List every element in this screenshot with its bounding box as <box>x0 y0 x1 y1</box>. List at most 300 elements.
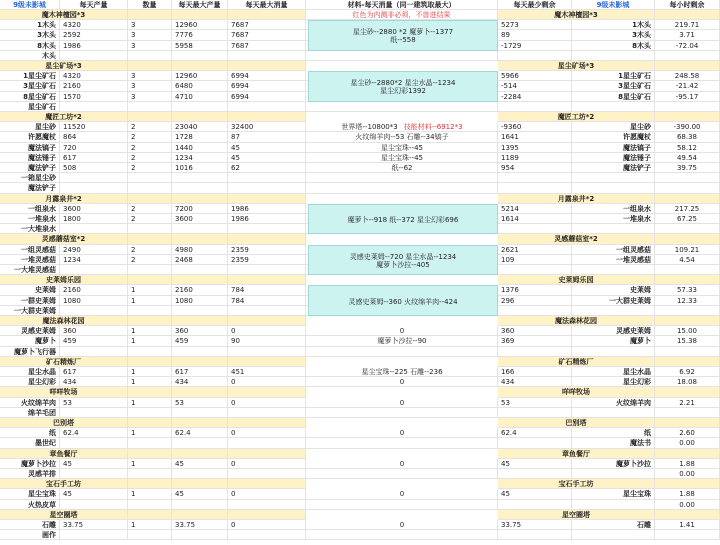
table-cell[interactable]: 2 <box>128 255 172 265</box>
table-cell[interactable] <box>306 500 498 510</box>
table-cell[interactable]: 248.58 <box>655 71 720 81</box>
table-cell[interactable]: 3600 <box>172 214 228 224</box>
table-cell[interactable]: 508 <box>60 163 128 173</box>
cell[interactable] <box>128 387 172 397</box>
table-cell[interactable]: 1800 <box>60 214 128 224</box>
table-cell[interactable]: 23040 <box>172 122 228 132</box>
cell[interactable] <box>655 10 720 20</box>
table-cell[interactable]: 1 <box>128 489 172 499</box>
table-cell[interactable] <box>498 306 572 316</box>
table-cell[interactable]: 1 <box>128 367 172 377</box>
cell[interactable] <box>228 418 306 428</box>
cell[interactable] <box>128 316 172 326</box>
table-cell[interactable]: 一堆灵感菇 <box>0 255 60 265</box>
table-cell[interactable]: 1376 <box>498 285 572 295</box>
table-cell[interactable]: 1080 <box>60 296 128 306</box>
table-cell[interactable] <box>572 173 655 183</box>
table-cell[interactable] <box>498 224 572 234</box>
table-cell[interactable]: 459 <box>60 336 128 346</box>
table-cell[interactable]: 1641 <box>498 132 572 142</box>
material-consumption-cell[interactable] <box>308 204 498 235</box>
table-cell[interactable]: 魔法铲子 <box>0 163 60 173</box>
cell[interactable] <box>228 234 306 244</box>
table-cell[interactable]: 89 <box>498 30 572 40</box>
table-cell[interactable] <box>128 183 172 193</box>
table-cell[interactable]: 954 <box>498 163 572 173</box>
table-cell[interactable]: 0 <box>228 459 306 469</box>
table-cell[interactable]: 3星尘矿石 <box>0 81 60 91</box>
cell[interactable] <box>655 357 720 367</box>
table-cell[interactable] <box>572 102 655 112</box>
table-cell[interactable]: 109 <box>498 255 572 265</box>
table-cell[interactable] <box>306 530 498 540</box>
table-cell[interactable]: 魔萝卜飞行器 <box>0 347 60 357</box>
material-consumption-cell[interactable] <box>306 143 498 153</box>
table-cell[interactable]: 0 <box>228 377 306 387</box>
material-consumption-cell[interactable] <box>306 367 498 377</box>
material-consumption-cell[interactable] <box>306 459 498 469</box>
table-cell[interactable]: 45 <box>172 459 228 469</box>
table-cell[interactable] <box>572 306 655 316</box>
table-cell[interactable]: 7776 <box>172 30 228 40</box>
table-cell[interactable] <box>60 347 128 357</box>
table-cell[interactable] <box>572 224 655 234</box>
table-cell[interactable]: 617 <box>172 367 228 377</box>
table-cell[interactable]: 360 <box>498 326 572 336</box>
table-cell[interactable] <box>655 51 720 61</box>
cell[interactable] <box>172 316 228 326</box>
table-cell[interactable]: 史莱姆 <box>0 285 60 295</box>
table-cell[interactable]: 一大群史莱姆 <box>0 306 60 316</box>
cell[interactable] <box>228 449 306 459</box>
table-cell[interactable]: -9360 <box>498 122 572 132</box>
table-cell[interactable]: 1080 <box>172 296 228 306</box>
table-cell[interactable] <box>306 408 498 418</box>
table-cell[interactable] <box>655 102 720 112</box>
cell[interactable] <box>655 194 720 204</box>
table-cell[interactable]: 1星尘矿石 <box>572 71 655 81</box>
table-cell[interactable]: 7200 <box>172 204 228 214</box>
table-cell[interactable] <box>172 102 228 112</box>
table-cell[interactable]: 一堆泉水 <box>572 214 655 224</box>
cell[interactable] <box>172 112 228 122</box>
table-cell[interactable]: 12960 <box>172 20 228 30</box>
table-cell[interactable] <box>60 102 128 112</box>
table-cell[interactable] <box>572 500 655 510</box>
table-cell[interactable]: 62.4 <box>172 428 228 438</box>
table-cell[interactable] <box>60 306 128 316</box>
table-cell[interactable]: 49.54 <box>655 153 720 163</box>
header-cell[interactable]: 9级未影城 <box>572 0 655 10</box>
table-cell[interactable] <box>60 183 128 193</box>
table-cell[interactable]: 纸 <box>0 428 60 438</box>
table-cell[interactable] <box>306 469 498 479</box>
table-cell[interactable]: 绵羊毛团 <box>0 408 60 418</box>
table-cell[interactable]: 4.54 <box>655 255 720 265</box>
table-cell[interactable]: 一大堆灵感菇 <box>0 265 60 275</box>
table-cell[interactable]: 15.00 <box>655 326 720 336</box>
table-cell[interactable]: 2160 <box>60 285 128 295</box>
table-cell[interactable]: 4980 <box>172 245 228 255</box>
table-cell[interactable]: 1440 <box>172 143 228 153</box>
table-cell[interactable] <box>498 469 572 479</box>
material-consumption-cell[interactable] <box>306 520 498 530</box>
table-cell[interactable]: 3 <box>128 81 172 91</box>
table-cell[interactable] <box>655 183 720 193</box>
table-cell[interactable]: 2621 <box>498 245 572 255</box>
table-cell[interactable]: 2160 <box>172 285 228 295</box>
table-cell[interactable] <box>128 306 172 316</box>
table-cell[interactable]: 4710 <box>172 92 228 102</box>
table-cell[interactable] <box>498 530 572 540</box>
table-cell[interactable]: 0 <box>228 398 306 408</box>
table-cell[interactable] <box>172 173 228 183</box>
table-cell[interactable] <box>172 408 228 418</box>
table-cell[interactable]: 6480 <box>172 81 228 91</box>
table-cell[interactable]: 0.00 <box>655 438 720 448</box>
table-cell[interactable]: -21.42 <box>655 81 720 91</box>
table-cell[interactable]: 星尘砂 <box>572 122 655 132</box>
table-cell[interactable]: 2468 <box>172 255 228 265</box>
table-cell[interactable]: 2 <box>128 204 172 214</box>
header-cell[interactable]: 每天最少剩余 <box>498 0 572 10</box>
table-cell[interactable]: 2 <box>128 153 172 163</box>
table-cell[interactable] <box>128 265 172 275</box>
material-consumption-cell[interactable] <box>306 377 498 387</box>
table-cell[interactable]: 木头 <box>0 51 60 61</box>
table-cell[interactable]: 一组灵感菇 <box>0 245 60 255</box>
cell[interactable] <box>655 61 720 71</box>
table-cell[interactable] <box>128 469 172 479</box>
table-cell[interactable]: 434 <box>60 377 128 387</box>
table-cell[interactable] <box>228 102 306 112</box>
header-cell[interactable]: 每天最大产量 <box>172 0 228 10</box>
table-cell[interactable] <box>60 530 128 540</box>
cell[interactable] <box>172 479 228 489</box>
table-cell[interactable]: 1木头 <box>0 20 60 30</box>
header-cell[interactable]: 每天产量 <box>60 0 128 10</box>
table-cell[interactable] <box>306 173 498 183</box>
table-cell[interactable]: 864 <box>60 132 128 142</box>
table-cell[interactable] <box>60 408 128 418</box>
table-cell[interactable]: 53 <box>60 398 128 408</box>
table-cell[interactable] <box>228 500 306 510</box>
table-cell[interactable]: 45 <box>228 153 306 163</box>
material-consumption-cell[interactable] <box>306 428 498 438</box>
header-cell[interactable]: 材料-每天消量（同一建筑取最大） <box>306 0 498 10</box>
table-cell[interactable]: 3 <box>128 20 172 30</box>
table-cell[interactable]: 2490 <box>60 245 128 255</box>
table-cell[interactable] <box>60 173 128 183</box>
cell[interactable] <box>228 112 306 122</box>
cell[interactable] <box>172 387 228 397</box>
table-cell[interactable]: 7687 <box>228 41 306 51</box>
table-cell[interactable]: 星尘矿石 <box>0 102 60 112</box>
table-cell[interactable]: 星尘砂 <box>0 122 60 132</box>
material-consumption-cell[interactable] <box>308 71 498 102</box>
cell[interactable] <box>655 418 720 428</box>
table-cell[interactable]: 3木头 <box>572 30 655 40</box>
cell[interactable] <box>228 61 306 71</box>
table-cell[interactable] <box>172 183 228 193</box>
table-cell[interactable] <box>498 347 572 357</box>
header-cell[interactable]: 9级未影城 <box>0 0 60 10</box>
cell[interactable] <box>172 194 228 204</box>
table-cell[interactable]: 史莱姆 <box>572 285 655 295</box>
table-cell[interactable] <box>172 438 228 448</box>
table-cell[interactable]: 1986 <box>228 214 306 224</box>
cell[interactable] <box>172 510 228 520</box>
table-cell[interactable]: 459 <box>172 336 228 346</box>
cell[interactable] <box>655 316 720 326</box>
table-cell[interactable] <box>498 500 572 510</box>
table-cell[interactable]: 0 <box>228 520 306 530</box>
table-cell[interactable]: 434 <box>172 377 228 387</box>
table-cell[interactable] <box>306 347 498 357</box>
table-cell[interactable] <box>60 265 128 275</box>
table-cell[interactable]: 33.75 <box>60 520 128 530</box>
table-cell[interactable]: 166 <box>498 367 572 377</box>
table-cell[interactable] <box>172 500 228 510</box>
table-cell[interactable]: 2592 <box>60 30 128 40</box>
table-cell[interactable] <box>228 265 306 275</box>
table-cell[interactable]: 18.08 <box>655 377 720 387</box>
cell[interactable] <box>172 357 228 367</box>
table-cell[interactable]: 魔萝卜沙拉 <box>572 459 655 469</box>
cell[interactable] <box>128 479 172 489</box>
table-cell[interactable]: 1 <box>128 377 172 387</box>
table-cell[interactable]: 8木头 <box>572 41 655 51</box>
table-cell[interactable]: 1986 <box>60 41 128 51</box>
table-cell[interactable]: 3 <box>128 92 172 102</box>
table-cell[interactable]: 1木头 <box>572 20 655 30</box>
table-cell[interactable] <box>228 183 306 193</box>
table-cell[interactable]: 2 <box>128 132 172 142</box>
table-cell[interactable] <box>128 438 172 448</box>
table-cell[interactable] <box>128 51 172 61</box>
cell[interactable] <box>228 316 306 326</box>
table-cell[interactable]: 2160 <box>60 81 128 91</box>
table-cell[interactable]: 0 <box>228 326 306 336</box>
cell[interactable] <box>655 479 720 489</box>
table-cell[interactable]: 45 <box>172 489 228 499</box>
material-consumption-cell[interactable] <box>306 326 498 336</box>
table-cell[interactable]: 12.33 <box>655 296 720 306</box>
table-cell[interactable] <box>128 408 172 418</box>
table-cell[interactable] <box>172 530 228 540</box>
cell[interactable] <box>655 112 720 122</box>
table-cell[interactable] <box>306 183 498 193</box>
cell[interactable] <box>228 194 306 204</box>
table-cell[interactable]: 魔萝卜 <box>0 336 60 346</box>
table-cell[interactable]: 360 <box>172 326 228 336</box>
table-cell[interactable]: 1986 <box>228 204 306 214</box>
cell[interactable] <box>128 510 172 520</box>
table-cell[interactable]: 2.21 <box>655 398 720 408</box>
table-cell[interactable]: 魔法铲子 <box>0 183 60 193</box>
cell[interactable] <box>128 357 172 367</box>
table-cell[interactable]: 1 <box>128 336 172 346</box>
table-cell[interactable] <box>172 265 228 275</box>
table-cell[interactable]: 石雕 <box>0 520 60 530</box>
cell[interactable] <box>228 510 306 520</box>
table-cell[interactable]: 2359 <box>228 245 306 255</box>
table-cell[interactable]: 53 <box>172 398 228 408</box>
table-cell[interactable]: 784 <box>228 296 306 306</box>
cell[interactable] <box>228 479 306 489</box>
table-cell[interactable]: 灵感史莱姆 <box>0 326 60 336</box>
table-cell[interactable] <box>498 265 572 275</box>
table-cell[interactable]: 魔萝卜沙拉 <box>0 459 60 469</box>
table-cell[interactable]: 8木头 <box>0 41 60 51</box>
table-cell[interactable]: 784 <box>228 285 306 295</box>
table-cell[interactable]: 墨世纪 <box>0 438 60 448</box>
cell[interactable] <box>128 61 172 71</box>
cell[interactable] <box>228 10 306 20</box>
table-cell[interactable]: 109.21 <box>655 245 720 255</box>
table-cell[interactable]: 62 <box>228 163 306 173</box>
table-cell[interactable]: 90 <box>228 336 306 346</box>
table-cell[interactable]: 火热皮草 <box>0 500 60 510</box>
material-consumption-cell[interactable] <box>306 163 498 173</box>
material-consumption-cell[interactable] <box>306 398 498 408</box>
table-cell[interactable]: 星尘宝珠 <box>572 489 655 499</box>
table-cell[interactable]: 2 <box>128 163 172 173</box>
table-cell[interactable] <box>572 408 655 418</box>
cell[interactable] <box>655 234 720 244</box>
table-cell[interactable]: 1.88 <box>655 459 720 469</box>
material-consumption-cell[interactable] <box>306 489 498 499</box>
table-cell[interactable]: 62.4 <box>60 428 128 438</box>
cell[interactable] <box>172 61 228 71</box>
table-cell[interactable]: 68.38 <box>655 132 720 142</box>
table-cell[interactable]: 15.38 <box>655 336 720 346</box>
table-cell[interactable]: 45 <box>228 143 306 153</box>
table-cell[interactable] <box>655 347 720 357</box>
table-cell[interactable]: 6.92 <box>655 367 720 377</box>
table-cell[interactable] <box>655 173 720 183</box>
table-cell[interactable]: 3 <box>128 71 172 81</box>
table-cell[interactable]: 1234 <box>172 153 228 163</box>
table-cell[interactable]: 0.00 <box>655 500 720 510</box>
material-consumption-cell[interactable] <box>306 132 498 142</box>
cell[interactable] <box>655 275 720 285</box>
table-cell[interactable] <box>172 347 228 357</box>
table-cell[interactable]: 12960 <box>172 71 228 81</box>
table-cell[interactable] <box>128 102 172 112</box>
table-cell[interactable] <box>172 306 228 316</box>
table-cell[interactable]: 2359 <box>228 255 306 265</box>
table-cell[interactable]: 53 <box>498 398 572 408</box>
table-cell[interactable]: 4320 <box>60 71 128 81</box>
table-cell[interactable] <box>572 183 655 193</box>
cell[interactable] <box>128 275 172 285</box>
table-cell[interactable]: 360 <box>60 326 128 336</box>
table-cell[interactable] <box>60 438 128 448</box>
table-cell[interactable]: 1 <box>128 428 172 438</box>
table-cell[interactable]: 5966 <box>498 71 572 81</box>
table-cell[interactable]: 一大堆泉水 <box>0 224 60 234</box>
table-cell[interactable] <box>128 530 172 540</box>
cell[interactable] <box>172 234 228 244</box>
table-cell[interactable] <box>306 438 498 448</box>
table-cell[interactable]: 一大群史莱姆 <box>572 296 655 306</box>
table-cell[interactable] <box>172 224 228 234</box>
table-cell[interactable] <box>498 408 572 418</box>
table-cell[interactable] <box>498 183 572 193</box>
table-cell[interactable] <box>655 224 720 234</box>
table-cell[interactable]: 2 <box>128 245 172 255</box>
table-cell[interactable]: 魔法书 <box>572 438 655 448</box>
cell[interactable] <box>128 418 172 428</box>
table-cell[interactable]: 一群史莱姆 <box>0 296 60 306</box>
table-cell[interactable]: 33.75 <box>172 520 228 530</box>
material-consumption-cell[interactable] <box>306 153 498 163</box>
table-cell[interactable] <box>228 530 306 540</box>
table-cell[interactable]: 灵感史莱姆 <box>572 326 655 336</box>
table-cell[interactable]: 0.00 <box>655 469 720 479</box>
table-cell[interactable] <box>498 438 572 448</box>
table-cell[interactable]: 434 <box>498 377 572 387</box>
table-cell[interactable]: 星尘幻彩 <box>572 377 655 387</box>
cell[interactable] <box>172 449 228 459</box>
cell[interactable] <box>655 510 720 520</box>
table-cell[interactable] <box>228 224 306 234</box>
table-cell[interactable]: 3木头 <box>0 30 60 40</box>
table-cell[interactable]: 纸 <box>572 428 655 438</box>
table-cell[interactable] <box>172 51 228 61</box>
table-cell[interactable]: 一堆泉水 <box>0 214 60 224</box>
table-cell[interactable]: 45 <box>498 489 572 499</box>
table-cell[interactable] <box>655 408 720 418</box>
table-cell[interactable]: 11520 <box>60 122 128 132</box>
table-cell[interactable]: 720 <box>60 143 128 153</box>
table-cell[interactable]: 星尘水晶 <box>572 367 655 377</box>
table-cell[interactable]: 45 <box>60 489 128 499</box>
table-cell[interactable] <box>60 51 128 61</box>
table-cell[interactable]: 火纹绵羊肉 <box>572 398 655 408</box>
table-cell[interactable]: 0 <box>228 428 306 438</box>
table-cell[interactable] <box>572 530 655 540</box>
table-cell[interactable]: 魔萝卜 <box>572 336 655 346</box>
cell[interactable] <box>228 387 306 397</box>
cell[interactable] <box>128 234 172 244</box>
table-cell[interactable]: 617 <box>60 153 128 163</box>
table-cell[interactable]: 3.71 <box>655 30 720 40</box>
table-cell[interactable]: 一堆灵感菇 <box>572 255 655 265</box>
cell[interactable] <box>128 194 172 204</box>
table-cell[interactable] <box>572 51 655 61</box>
table-cell[interactable] <box>172 469 228 479</box>
table-cell[interactable]: -72.04 <box>655 41 720 51</box>
header-cell[interactable]: 每小时剩余 <box>655 0 720 10</box>
cell[interactable] <box>228 357 306 367</box>
table-cell[interactable] <box>655 530 720 540</box>
table-cell[interactable] <box>498 51 572 61</box>
table-cell[interactable] <box>228 306 306 316</box>
table-cell[interactable]: 39.75 <box>655 163 720 173</box>
cell[interactable] <box>172 10 228 20</box>
material-consumption-cell[interactable] <box>306 122 498 132</box>
table-cell[interactable]: 57.33 <box>655 285 720 295</box>
cell[interactable] <box>172 275 228 285</box>
table-cell[interactable]: 217.25 <box>655 204 720 214</box>
table-cell[interactable]: 魔法镐子 <box>0 143 60 153</box>
table-cell[interactable]: 石雕 <box>572 520 655 530</box>
table-cell[interactable]: 3 <box>128 30 172 40</box>
table-cell[interactable]: 一组泉水 <box>572 204 655 214</box>
table-cell[interactable]: 2 <box>128 122 172 132</box>
